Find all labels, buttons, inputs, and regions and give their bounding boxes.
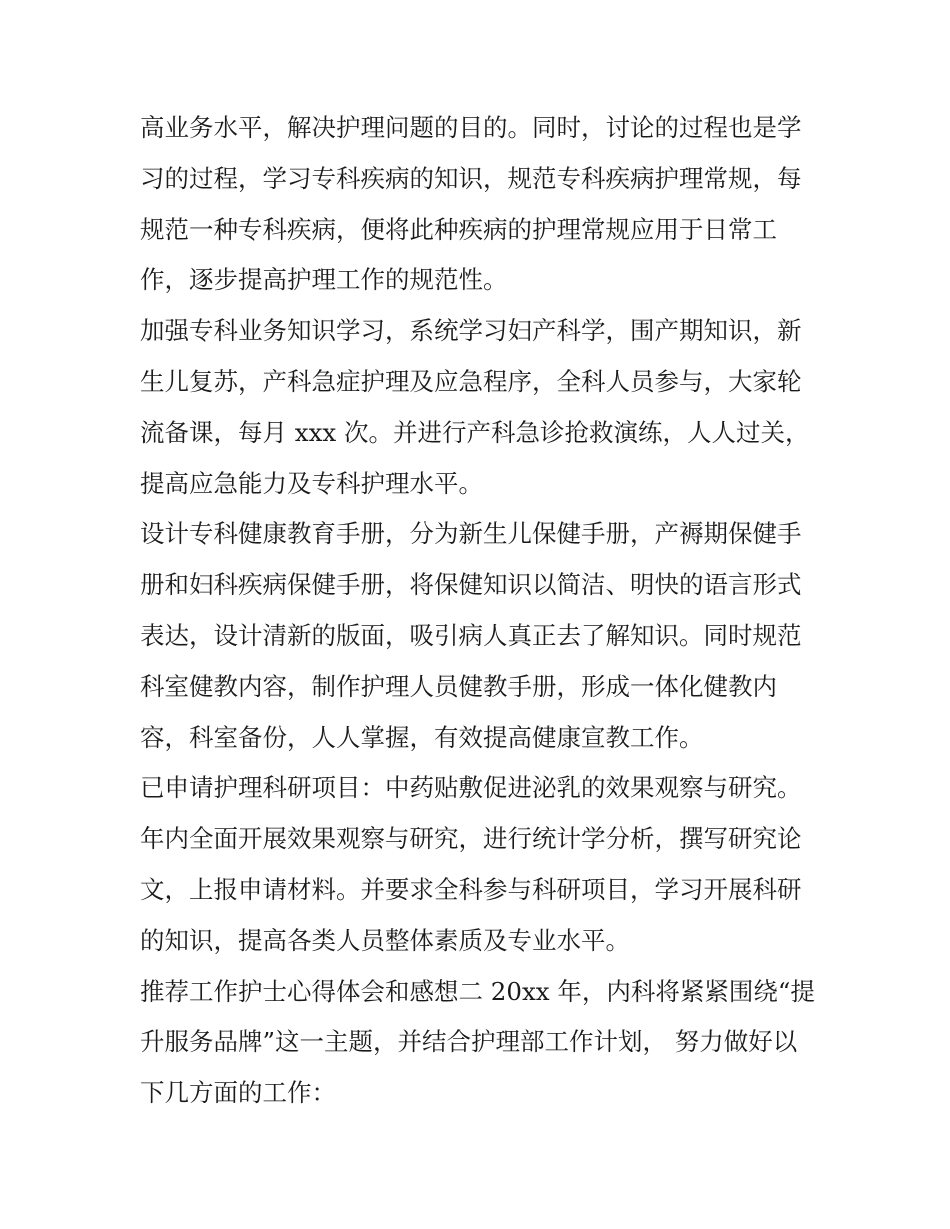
text-line: 已申请护理科研项目：中药贴敷促进泌乳的效果观察与研究。: [140, 773, 802, 803]
text-line: 提高应急能力及专科护理水平。: [140, 468, 483, 498]
text-line: 高业务水平，解决护理问题的目的。同时，讨论的过程也是学: [140, 113, 802, 142]
text-line: 生儿复苏，产科急症护理及应急程序，全科人员参与，大家轮: [140, 366, 802, 396]
text-line: 容，科室备份，人人掌握，有效提高健康宣教工作。: [140, 722, 704, 752]
text-line: 升服务品牌”这一主题，并结合护理部工作计划， 努力做好以: [140, 1027, 798, 1057]
text-line: 习的过程，学习专科疾病的知识，规范专科疾病护理常规，每: [140, 163, 802, 193]
text-line: 下几方面的工作：: [140, 1078, 336, 1108]
text-line: 流备课，每月 xxx 次。并进行产科急诊抢救演练，人人过关，: [140, 417, 810, 447]
text-line: 科室健教内容，制作护理人员健教手册，形成一体化健教内: [140, 671, 777, 701]
body-text: [140, 103, 820, 1119]
text-line: 设计专科健康教育手册，分为新生儿保健手册，产褥期保健手: [140, 519, 802, 549]
text-line: 规范一种专科疾病，便将此种疾病的护理常规应用于日常工: [140, 214, 777, 244]
text-line: 推荐工作护士心得体会和感想二 20xx 年，内科将紧紧围绕“提: [140, 976, 815, 1006]
text-line: 年内全面开展效果观察与研究，进行统计学分析，撰写研究论: [140, 824, 802, 854]
text-line: 文，上报申请材料。并要求全科参与科研项目，学习开展科研: [140, 874, 802, 904]
text-line: 表达，设计清新的版面，吸引病人真正去了解知识。同时规范: [140, 620, 802, 650]
text-line: 作，逐步提高护理工作的规范性。: [140, 265, 508, 295]
text-line: 加强专科业务知识学习，系统学习妇产科学，围产期知识，新: [140, 316, 802, 346]
text-line: 册和妇科疾病保健手册，将保健知识以简洁、明快的语言形式: [140, 570, 802, 600]
text-line: 的知识，提高各类人员整体素质及专业水平。: [140, 925, 630, 955]
